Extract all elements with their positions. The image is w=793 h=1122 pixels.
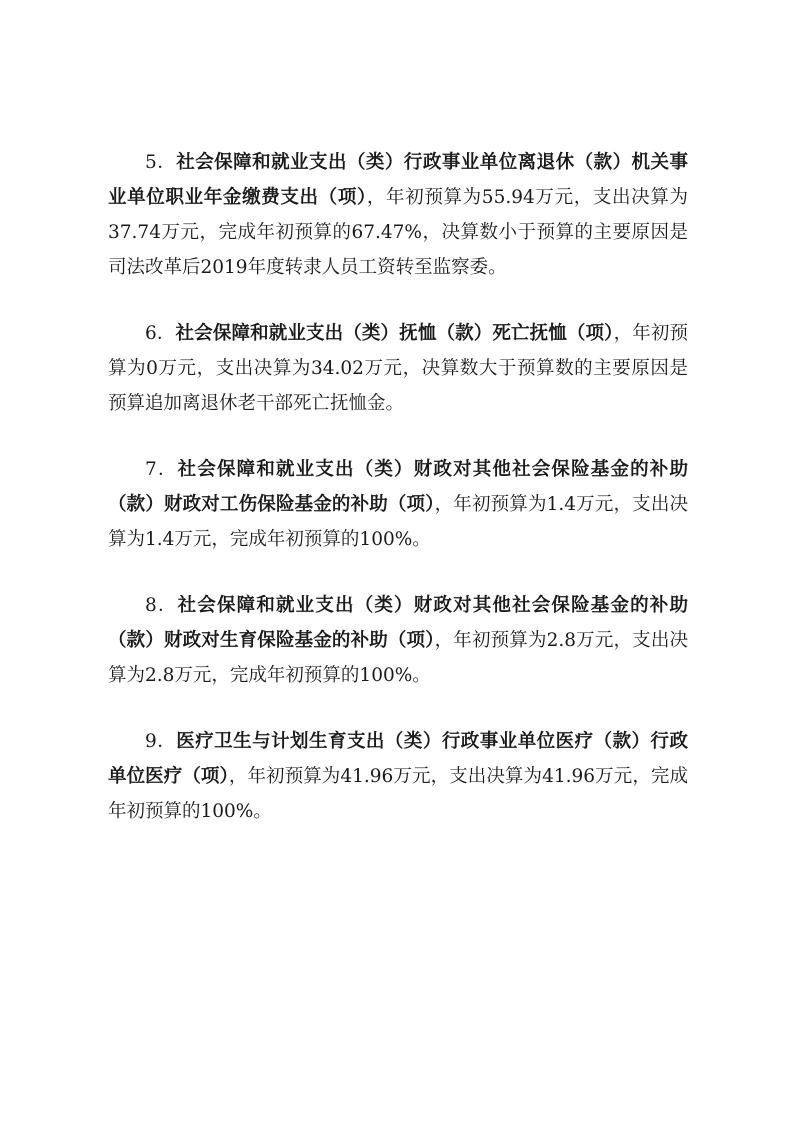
paragraph-body: ，年初预算为0万元，支出决算为34.02万元，决算数大于预算数的主要原因是预算追加离退休老干部死亡抚恤金。: [108, 323, 688, 414]
paragraph-heading: 医疗卫生与计划生育支出（类）行政事业单位医疗（款）行政单位医疗（项）: [108, 731, 688, 787]
paragraph-number: 8．: [145, 595, 178, 616]
paragraph-item-9: [108, 724, 688, 829]
paragraph-number: 7．: [145, 459, 178, 480]
paragraph-item-7: [108, 452, 688, 557]
paragraph-body: ，年初预算为1.4万元，支出决算为1.4万元，完成年初预算的100%。: [108, 494, 688, 550]
paragraph-heading: 社会保障和就业支出（类）财政对其他社会保险基金的补助（款）财政对工伤保险基金的补助（项）: [108, 459, 688, 515]
paragraph-body: ，年初预算为55.94万元，支出决算为37.74万元，完成年初预算的67.47%，决算数小于预算的主要原因是司法改革后2019年度转隶人员工资转至监察委。: [108, 187, 688, 278]
paragraph-heading: 社会保障和就业支出（类）行政事业单位离退休（款）机关事业单位职业年金缴费支出（项）: [108, 152, 688, 208]
paragraph-number: 9．: [145, 731, 177, 752]
paragraph-heading: 社会保障和就业支出（类）财政对其他社会保险基金的补助（款）财政对生育保险基金的补助（项）: [108, 595, 688, 651]
paragraph-number: 6．: [145, 323, 176, 344]
paragraph-item-8: [108, 588, 688, 693]
paragraph-body: ，年初预算为2.8万元，支出决算为2.8万元，完成年初预算的100%。: [108, 630, 688, 686]
document-body: [108, 145, 688, 860]
paragraph-body: ，年初预算为41.96万元，支出决算为41.96万元，完成年初预算的100%。: [108, 766, 688, 822]
paragraph-heading: 社会保障和就业支出（类）抚恤（款）死亡抚恤（项）: [175, 323, 614, 344]
paragraph-item-6: [108, 316, 688, 421]
paragraph-number: 5．: [145, 152, 177, 173]
paragraph-item-5: [108, 145, 688, 285]
